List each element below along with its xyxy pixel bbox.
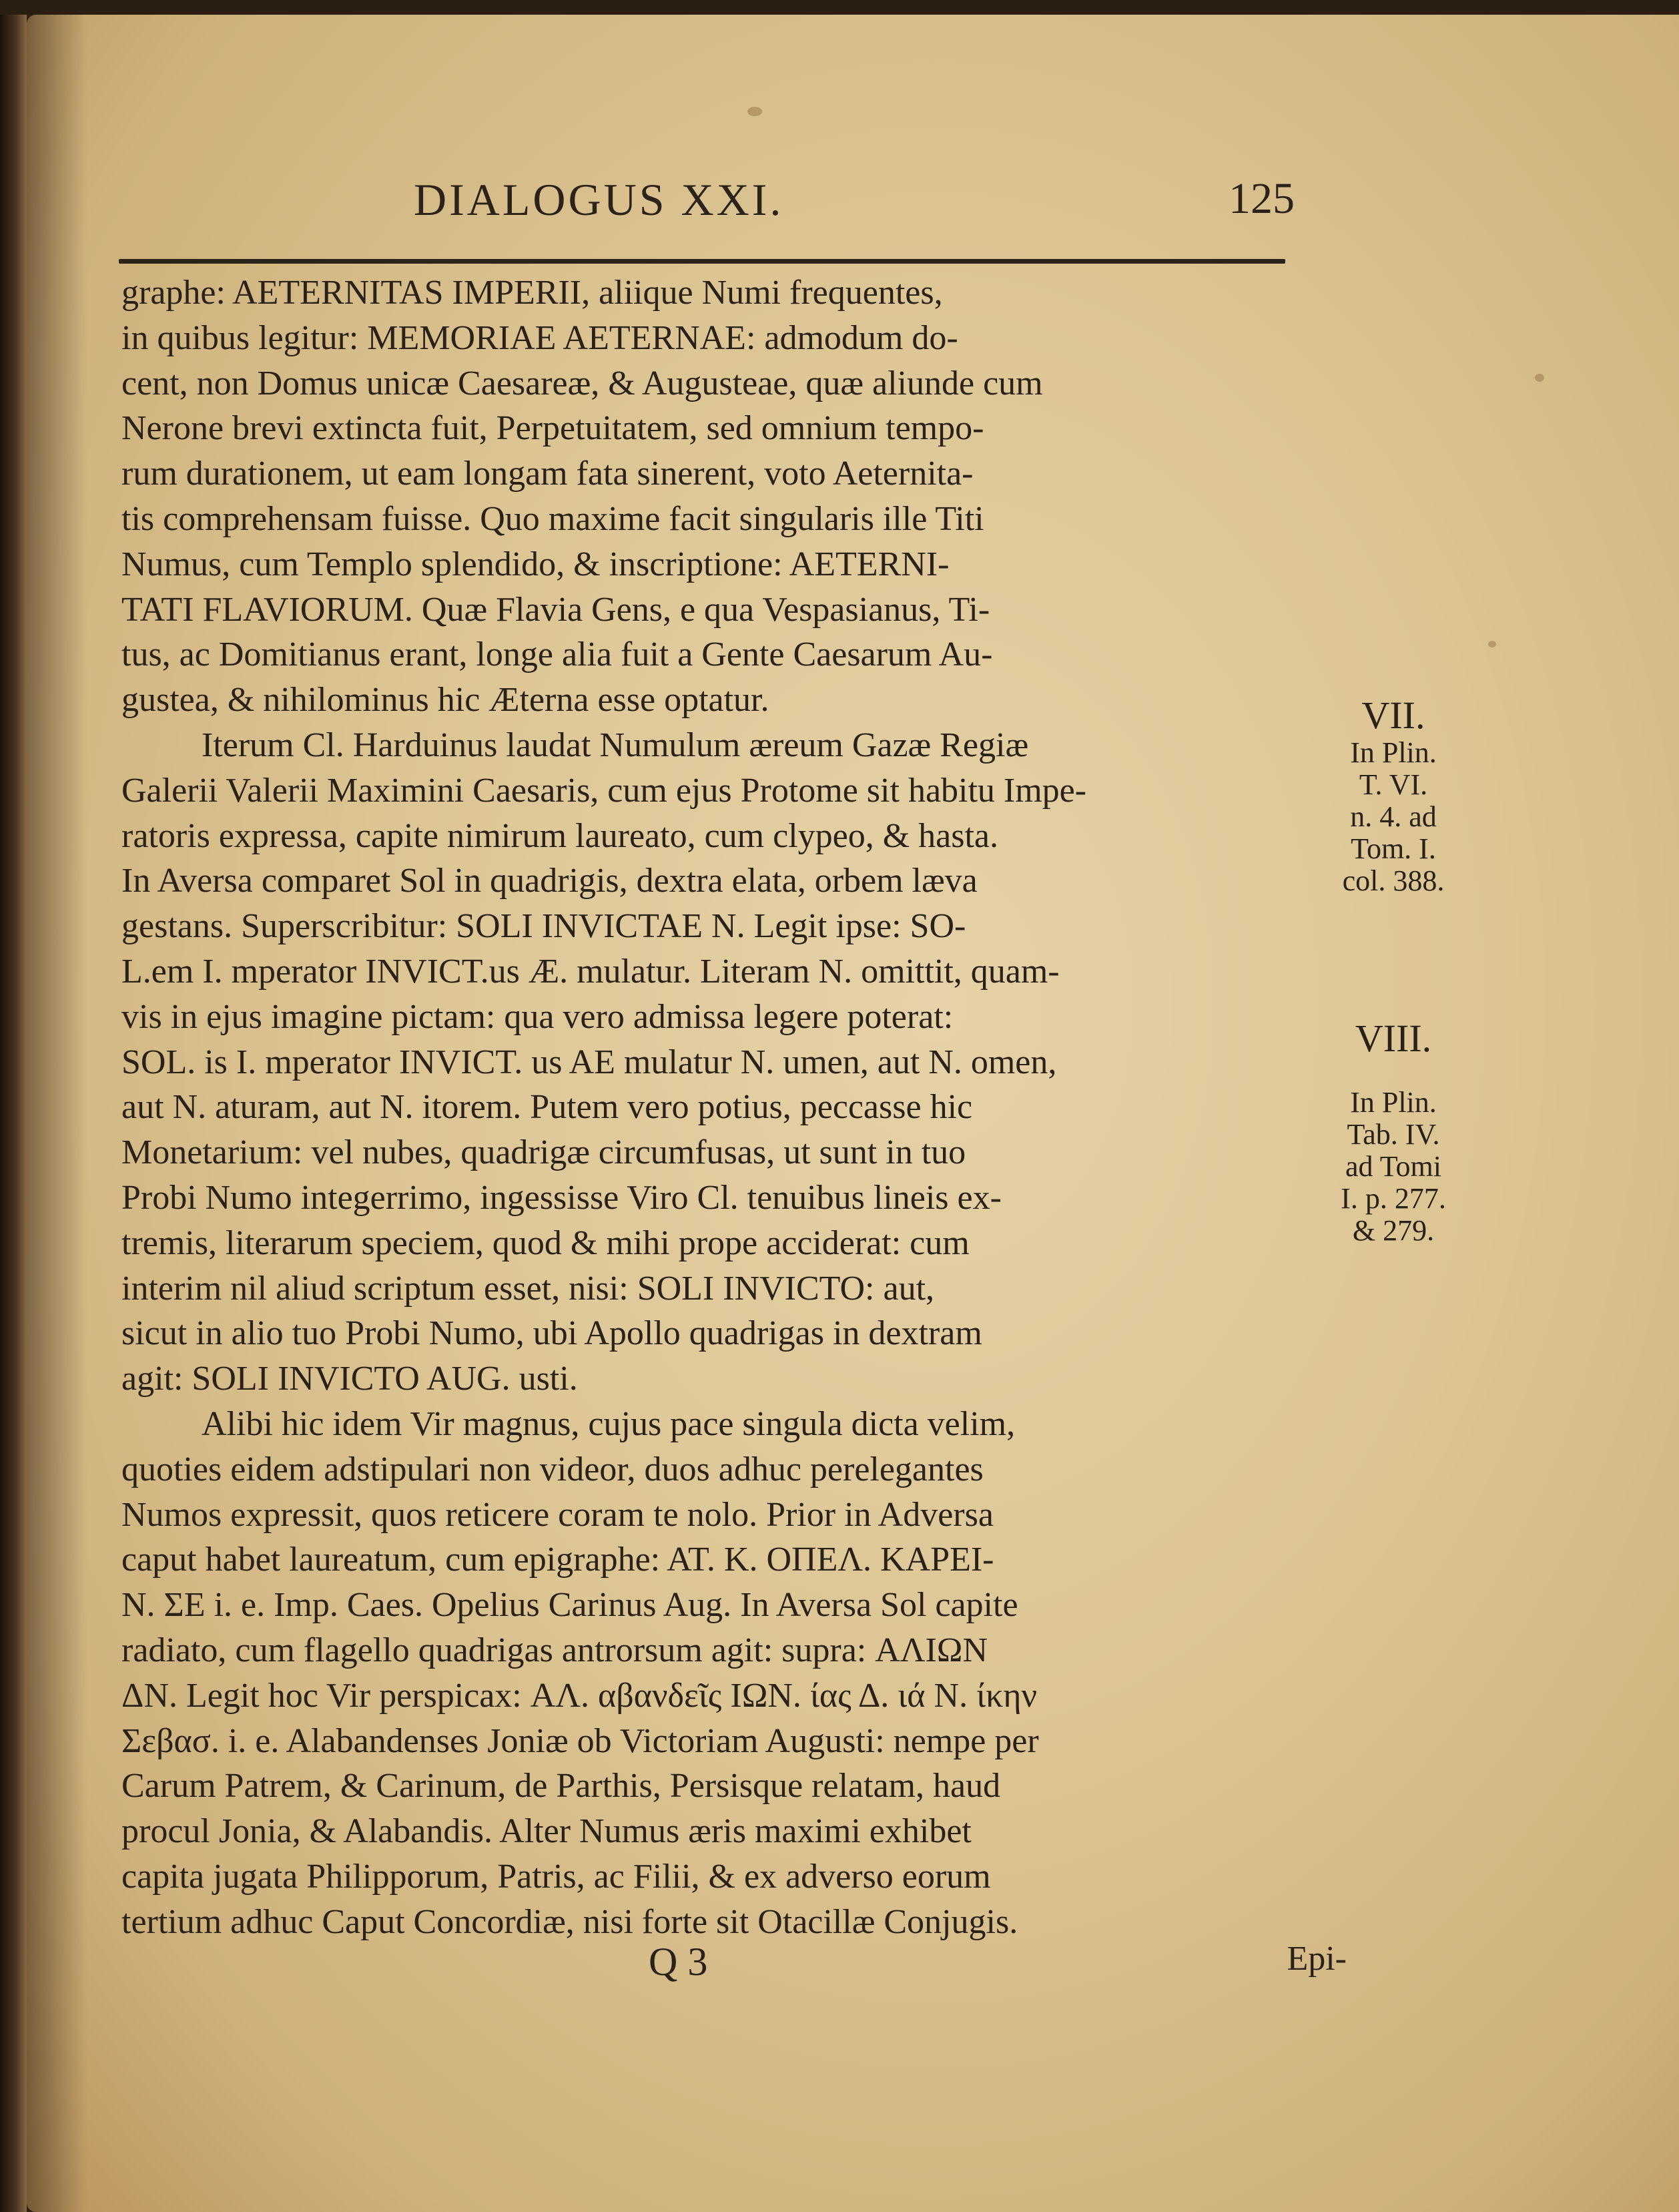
text-line: Nerone brevi extincta fuit, Perpetuitatem, sed omnium tempo- — [121, 409, 984, 448]
text-line: In Aversa comparet Sol in quadrigis, dextra elata, orbem læva — [121, 862, 978, 900]
text-line: TATI FLAVIORUM. Quæ Flavia Gens, e qua Vespasianus, Ti- — [121, 590, 990, 629]
header-rule — [119, 259, 1285, 264]
text-line: ratoris expressa, capite nimirum laureato, cum clypeo, & hasta. — [121, 816, 998, 855]
text-line: interim nil aliud scriptum esset, nisi: SOLI INVICTO: aut, — [121, 1269, 935, 1308]
text-line: L.em I. mperator INVICT.us Æ. mulatur. Literam N. omittit, quam- — [121, 952, 1060, 991]
text-line: capita jugata Philipporum, Patris, ac Filii, & ex adverso eorum — [121, 1857, 991, 1896]
paragraph-start-line: Alibi hic idem Vir magnus, cujus pace singula dicta velim, — [202, 1404, 1016, 1443]
text-line: sicut in alio tuo Probi Numo, ubi Apollo quadrigas in dextram — [121, 1314, 982, 1353]
note-line: Tom. I. — [1351, 832, 1436, 865]
note-line: n. 4. ad — [1350, 800, 1437, 833]
paper-spot — [747, 107, 762, 116]
text-line: quoties eidem adstipulari non videor, duos adhuc perelegantes — [121, 1450, 984, 1488]
text-line: Galerii Valerii Maximini Caesaris, cum ejus Protome sit habitu Impe- — [121, 771, 1087, 810]
margin-notes — [1313, 694, 1473, 1247]
note-line: col. 388. — [1342, 864, 1445, 897]
note-line: ad Tomi — [1345, 1150, 1441, 1183]
text-line: aut N. aturam, aut N. itorem. Putem vero potius, peccasse hic — [121, 1088, 973, 1127]
text-line: Numos expressit, quos reticere coram te nolo. Prior in Adversa — [121, 1495, 994, 1534]
text-line: cent, non Domus unicæ Caesareæ, & Augusteae, quæ aliunde cum — [121, 364, 1043, 402]
text-line: tremis, literarum speciem, quod & mihi prope acciderat: cum — [121, 1223, 970, 1262]
text-line: SOL. is I. mperator INVICT. us AE mulatur N. umen, aut N. omen, — [121, 1043, 1057, 1081]
text-line: procul Jonia, & Alabandis. Alter Numus æris maximi exhibet — [121, 1812, 972, 1851]
text-line: Carum Patrem, & Carinum, de Parthis, Persisque relatam, haud — [121, 1767, 1001, 1806]
margin-note-viii — [1313, 1017, 1473, 1247]
text-line: caput habet laureatum, cum epigraphe: AT. K. ΟΠΕΛ. ΚΑΡΕΙ- — [121, 1541, 994, 1579]
catchword: Epi- — [1287, 1940, 1347, 1978]
text-line: rum durationem, ut eam longam fata sinerent, voto Aeternita- — [121, 455, 974, 493]
note-line: & 279. — [1352, 1214, 1435, 1247]
paper-spot — [1535, 374, 1544, 382]
text-line: Σεβασ. i. e. Alabandenses Joniæ ob Victoriam Augusti: nempe per — [121, 1721, 1039, 1760]
note-number: VIII. — [1355, 1017, 1432, 1060]
paper-spot — [1488, 641, 1496, 647]
note-line: T. VI. — [1359, 768, 1428, 801]
text-line: agit: SOLI INVICTO AUG. usti. — [121, 1360, 578, 1398]
text-line: tis comprehensam fuisse. Quo maxime facit singularis ille Titi — [121, 499, 984, 538]
paragraph-start-line: Iterum Cl. Harduinus laudat Numulum æreum Gazæ Regiæ — [202, 726, 1029, 764]
text-line: vis in ejus imagine pictam: qua vero admissa legere poterat: — [121, 997, 954, 1036]
note-number: VII. — [1361, 694, 1425, 737]
page-footer — [121, 1939, 1347, 1992]
text-line: gustea, & nihilominus hic Æterna esse optatur. — [121, 681, 769, 720]
margin-note-vii — [1313, 694, 1473, 897]
running-title: DIALOGUS XXI. — [414, 174, 784, 225]
text-line: graphe: AETERNITAS IMPERII, aliique Numi frequentes, — [121, 274, 943, 312]
book-gutter — [0, 15, 27, 2212]
text-line: tertium adhuc Caput Concordiæ, nisi forte sit Otacillæ Conjugis. — [121, 1902, 1018, 1941]
note-line: I. p. 277. — [1341, 1182, 1446, 1215]
text-line: Probi Numo integerrimo, ingessisse Viro Cl. tenuibus lineis ex- — [121, 1178, 1002, 1217]
note-line: In Plin. — [1350, 736, 1437, 769]
text-line: gestans. Superscribitur: SOLI INVICTAE N. Legit ipse: SO- — [121, 907, 966, 946]
page-edge-shadow — [27, 15, 87, 2212]
page-number: 125 — [1229, 174, 1295, 223]
text-line: tus, ac Domitianus erant, longe alia fuit a Gente Caesarum Au- — [121, 635, 993, 674]
text-line: ΔΝ. Legit hoc Vir perspicax: ΑΛ. αβανδεῖς ΙΩΝ. ίας Δ. ιά Ν. ίκην — [121, 1676, 1037, 1715]
text-line: Monetarium: vel nubes, quadrigæ circumfusas, ut sunt in tuo — [121, 1133, 966, 1172]
text-line: Ν. ΣΕ i. e. Imp. Caes. Opelius Carinus Aug. In Aversa Sol capite — [121, 1586, 1018, 1625]
main-text-block — [121, 270, 1323, 1944]
text-line: radiato, cum flagello quadrigas antrorsum agit: supra: ΑΛΙΩΝ — [121, 1631, 988, 1669]
text-line: in quibus legitur: MEMORIAE AETERNAE: admodum do- — [121, 318, 958, 357]
note-line: Tab. IV. — [1347, 1118, 1440, 1151]
page-header — [414, 174, 1295, 247]
note-line: In Plin. — [1350, 1086, 1437, 1119]
text-line: Numus, cum Templo splendido, & inscriptione: AETERNI- — [121, 545, 950, 583]
signature-mark: Q 3 — [649, 1940, 708, 1984]
